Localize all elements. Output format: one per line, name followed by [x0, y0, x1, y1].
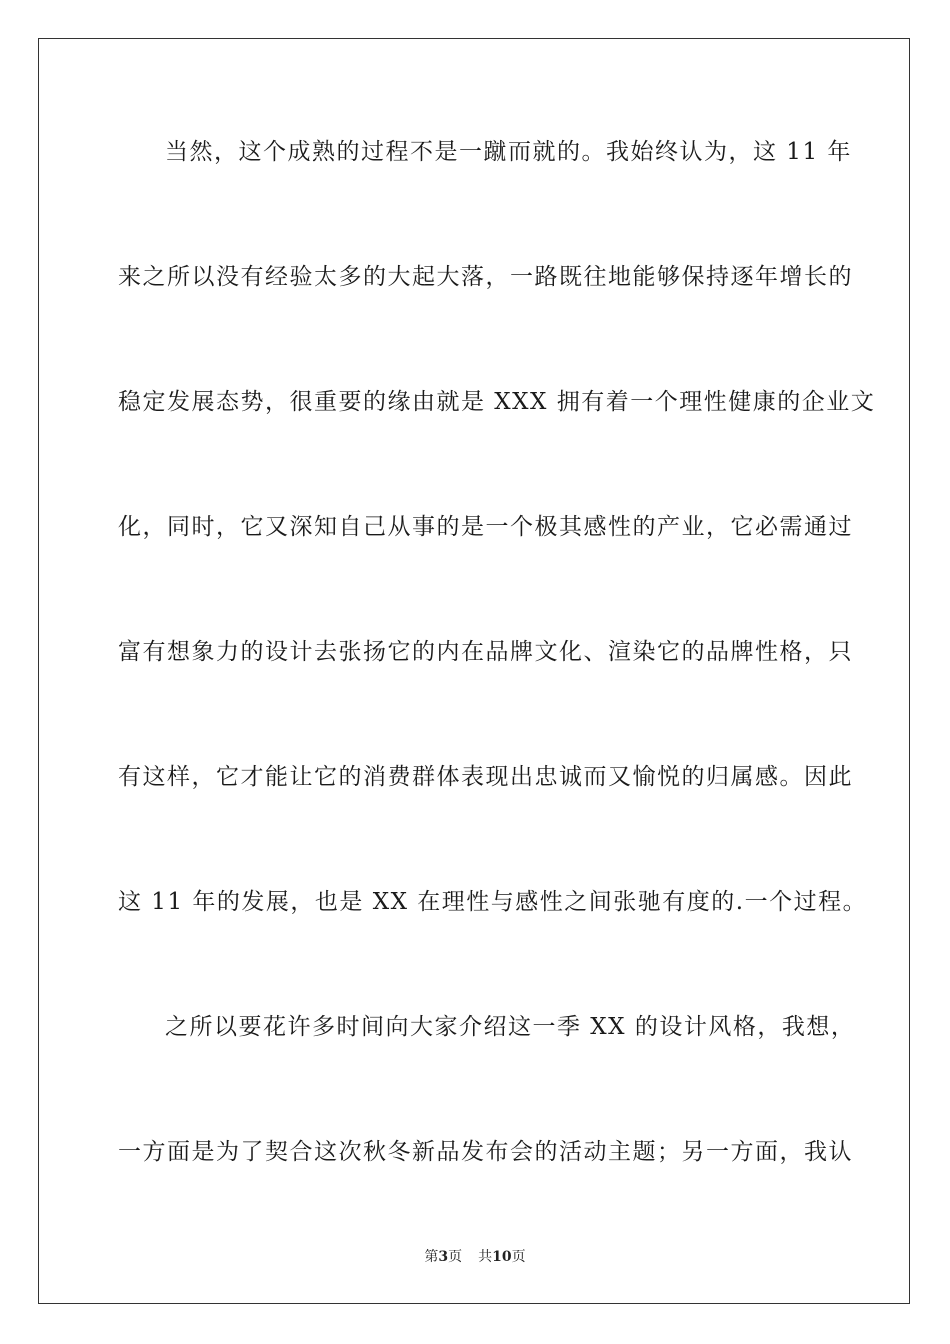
- page-prefix: 第: [424, 1249, 439, 1265]
- total-prefix: 共: [478, 1249, 493, 1265]
- paragraph-1-line-7: 这 11 年的发展，也是 XX 在理性与感性之间张驰有度的.一个过程。: [118, 889, 868, 915]
- page-suffix: 页: [448, 1249, 463, 1265]
- page-border: [38, 38, 910, 1304]
- paragraph-2-line-1: 之所以要花许多时间向大家介绍这一季 XX 的设计风格，我想，: [165, 1014, 856, 1040]
- page-number-current: 3: [438, 1249, 449, 1265]
- paragraph-1-line-1: 当然，这个成熟的过程不是一蹴而就的。我始终认为，这 11 年: [165, 139, 852, 165]
- paragraph-2-line-2: 一方面是为了契合这次秋冬新品发布会的活动主题；另一方面，我认: [118, 1139, 853, 1165]
- page-footer: [0, 1248, 950, 1266]
- paragraph-1-line-3: 稳定发展态势，很重要的缘由就是 XXX 拥有着一个理性健康的企业文: [118, 389, 876, 415]
- paragraph-1-line-5: 富有想象力的设计去张扬它的内在品牌文化、渲染它的品牌性格，只: [118, 639, 853, 665]
- paragraph-1-line-2: 来之所以没有经验太多的大起大落，一路既往地能够保持逐年增长的: [118, 264, 853, 290]
- page-number-total: 10: [492, 1249, 512, 1265]
- total-suffix: 页: [511, 1249, 526, 1265]
- paragraph-1-line-6: 有这样，它才能让它的消费群体表现出忠诚而又愉悦的归属感。因此: [118, 764, 853, 790]
- paragraph-1-line-4: 化，同时，它又深知自己从事的是一个极其感性的产业，它必需通过: [118, 514, 853, 540]
